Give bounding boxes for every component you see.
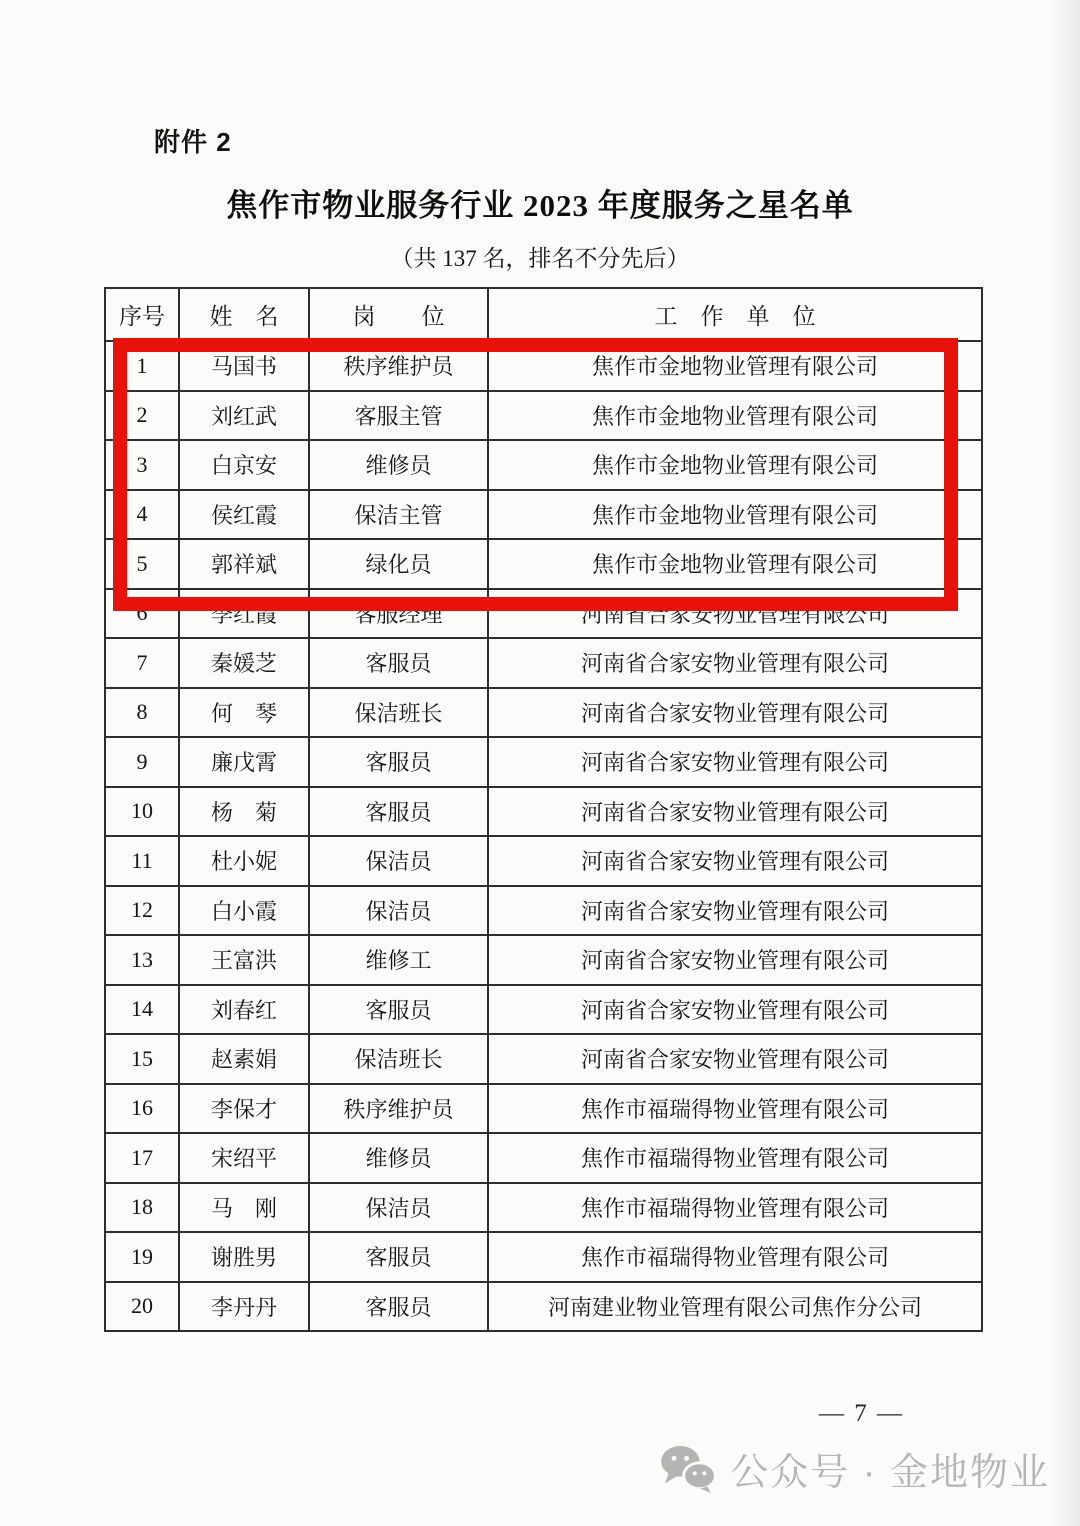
- row-position: 客服员: [309, 1282, 488, 1332]
- table-row: [105, 539, 982, 589]
- table-row: [105, 787, 982, 837]
- col-header-company: 工 作 单 位: [488, 288, 982, 341]
- row-company: 焦作市福瑞得物业管理有限公司: [488, 1232, 982, 1282]
- row-no: 1: [105, 341, 179, 391]
- row-no: 4: [105, 490, 179, 540]
- watermark-text: 公众号 · 金地物业: [730, 1452, 1050, 1494]
- table-row: [105, 737, 982, 787]
- row-no: 19: [105, 1232, 179, 1282]
- row-name: 王富洪: [179, 935, 309, 985]
- col-header-name: 姓 名: [179, 288, 309, 341]
- row-name: 赵素娟: [179, 1034, 309, 1084]
- row-no: 7: [105, 638, 179, 688]
- row-company: 焦作市金地物业管理有限公司: [488, 440, 982, 490]
- row-name: 秦媛芝: [179, 638, 309, 688]
- row-position: 客服员: [309, 787, 488, 837]
- row-position: 维修员: [309, 1133, 488, 1183]
- row-name: 马国书: [179, 341, 309, 391]
- row-no: 2: [105, 391, 179, 441]
- table-row: [105, 391, 982, 441]
- row-company: 河南省合家安物业管理有限公司: [488, 787, 982, 837]
- row-no: 11: [105, 836, 179, 886]
- row-name: 郭祥斌: [179, 539, 309, 589]
- row-position: 客服经理: [309, 589, 488, 639]
- row-position: 保洁员: [309, 1183, 488, 1233]
- row-company: 河南省合家安物业管理有限公司: [488, 688, 982, 738]
- row-name: 李丹丹: [179, 1282, 309, 1332]
- table-row: [105, 1034, 982, 1084]
- row-position: 保洁员: [309, 836, 488, 886]
- row-company: 河南省合家安物业管理有限公司: [488, 589, 982, 639]
- row-name: 白京安: [179, 440, 309, 490]
- attachment-label: 附件 2: [154, 127, 232, 157]
- row-no: 3: [105, 440, 179, 490]
- col-header-no: 序号: [105, 288, 179, 341]
- row-company: 焦作市金地物业管理有限公司: [488, 391, 982, 441]
- row-position: 客服员: [309, 737, 488, 787]
- row-company: 河南省合家安物业管理有限公司: [488, 886, 982, 936]
- table-row: [105, 1282, 982, 1332]
- row-position: 保洁主管: [309, 490, 488, 540]
- table-row: [105, 886, 982, 936]
- row-no: 13: [105, 935, 179, 985]
- row-position: 客服员: [309, 638, 488, 688]
- row-name: 谢胜男: [179, 1232, 309, 1282]
- row-company: 焦作市福瑞得物业管理有限公司: [488, 1183, 982, 1233]
- table-row: [105, 935, 982, 985]
- row-position: 保洁班长: [309, 1034, 488, 1084]
- watermark: [659, 1441, 1050, 1496]
- table-row: [105, 341, 982, 391]
- table-row: [105, 1133, 982, 1183]
- table-row: [105, 985, 982, 1035]
- scan-edge-shadow: [1050, 0, 1080, 1526]
- row-name: 刘红武: [179, 391, 309, 441]
- roster-table: [104, 287, 983, 1332]
- row-company: 河南省合家安物业管理有限公司: [488, 1034, 982, 1084]
- row-no: 8: [105, 688, 179, 738]
- row-position: 秩序维护员: [309, 1084, 488, 1134]
- row-no: 15: [105, 1034, 179, 1084]
- page-subtitle: （共 137 名，排名不分先后）: [390, 246, 690, 271]
- row-no: 12: [105, 886, 179, 936]
- table-row: [105, 638, 982, 688]
- page-title: 焦作市物业服务行业 2023 年度服务之星名单: [226, 188, 854, 223]
- table-row: [105, 688, 982, 738]
- row-name: 马 刚: [179, 1183, 309, 1233]
- row-position: 客服员: [309, 1232, 488, 1282]
- row-name: 侯红霞: [179, 490, 309, 540]
- table-row: [105, 589, 982, 639]
- row-name: 刘春红: [179, 985, 309, 1035]
- row-no: 14: [105, 985, 179, 1035]
- row-name: 何 琴: [179, 688, 309, 738]
- row-no: 5: [105, 539, 179, 589]
- row-no: 9: [105, 737, 179, 787]
- row-company: 河南省合家安物业管理有限公司: [488, 935, 982, 985]
- row-company: 河南省合家安物业管理有限公司: [488, 985, 982, 1035]
- wechat-icon: [659, 1445, 717, 1493]
- row-company: 焦作市金地物业管理有限公司: [488, 490, 982, 540]
- row-company: 河南建业物业管理有限公司焦作分公司: [488, 1282, 982, 1332]
- row-company: 焦作市福瑞得物业管理有限公司: [488, 1133, 982, 1183]
- table-row: [105, 490, 982, 540]
- table-row: [105, 440, 982, 490]
- row-position: 保洁员: [309, 886, 488, 936]
- page-number: — 7 —: [819, 1400, 904, 1427]
- row-company: 河南省合家安物业管理有限公司: [488, 836, 982, 886]
- col-header-position: 岗 位: [309, 288, 488, 341]
- table-row: [105, 1232, 982, 1282]
- row-position: 客服主管: [309, 391, 488, 441]
- row-name: 廉戊霄: [179, 737, 309, 787]
- table-row: [105, 1084, 982, 1134]
- row-no: 10: [105, 787, 179, 837]
- row-position: 客服员: [309, 985, 488, 1035]
- row-position: 维修工: [309, 935, 488, 985]
- row-no: 16: [105, 1084, 179, 1134]
- row-company: 河南省合家安物业管理有限公司: [488, 737, 982, 787]
- row-name: 宋绍平: [179, 1133, 309, 1183]
- row-name: 李保才: [179, 1084, 309, 1134]
- row-no: 6: [105, 589, 179, 639]
- row-no: 18: [105, 1183, 179, 1233]
- row-position: 绿化员: [309, 539, 488, 589]
- row-name: 杨 菊: [179, 787, 309, 837]
- table-row: [105, 836, 982, 886]
- row-name: 李红霞: [179, 589, 309, 639]
- row-no: 20: [105, 1282, 179, 1332]
- row-company: 焦作市福瑞得物业管理有限公司: [488, 1084, 982, 1134]
- row-no: 17: [105, 1133, 179, 1183]
- row-name: 白小霞: [179, 886, 309, 936]
- row-company: 河南省合家安物业管理有限公司: [488, 638, 982, 688]
- row-position: 秩序维护员: [309, 341, 488, 391]
- row-company: 焦作市金地物业管理有限公司: [488, 539, 982, 589]
- row-position: 维修员: [309, 440, 488, 490]
- table-header-row: [105, 288, 982, 341]
- row-name: 杜小妮: [179, 836, 309, 886]
- table-row: [105, 1183, 982, 1233]
- row-company: 焦作市金地物业管理有限公司: [488, 341, 982, 391]
- row-position: 保洁班长: [309, 688, 488, 738]
